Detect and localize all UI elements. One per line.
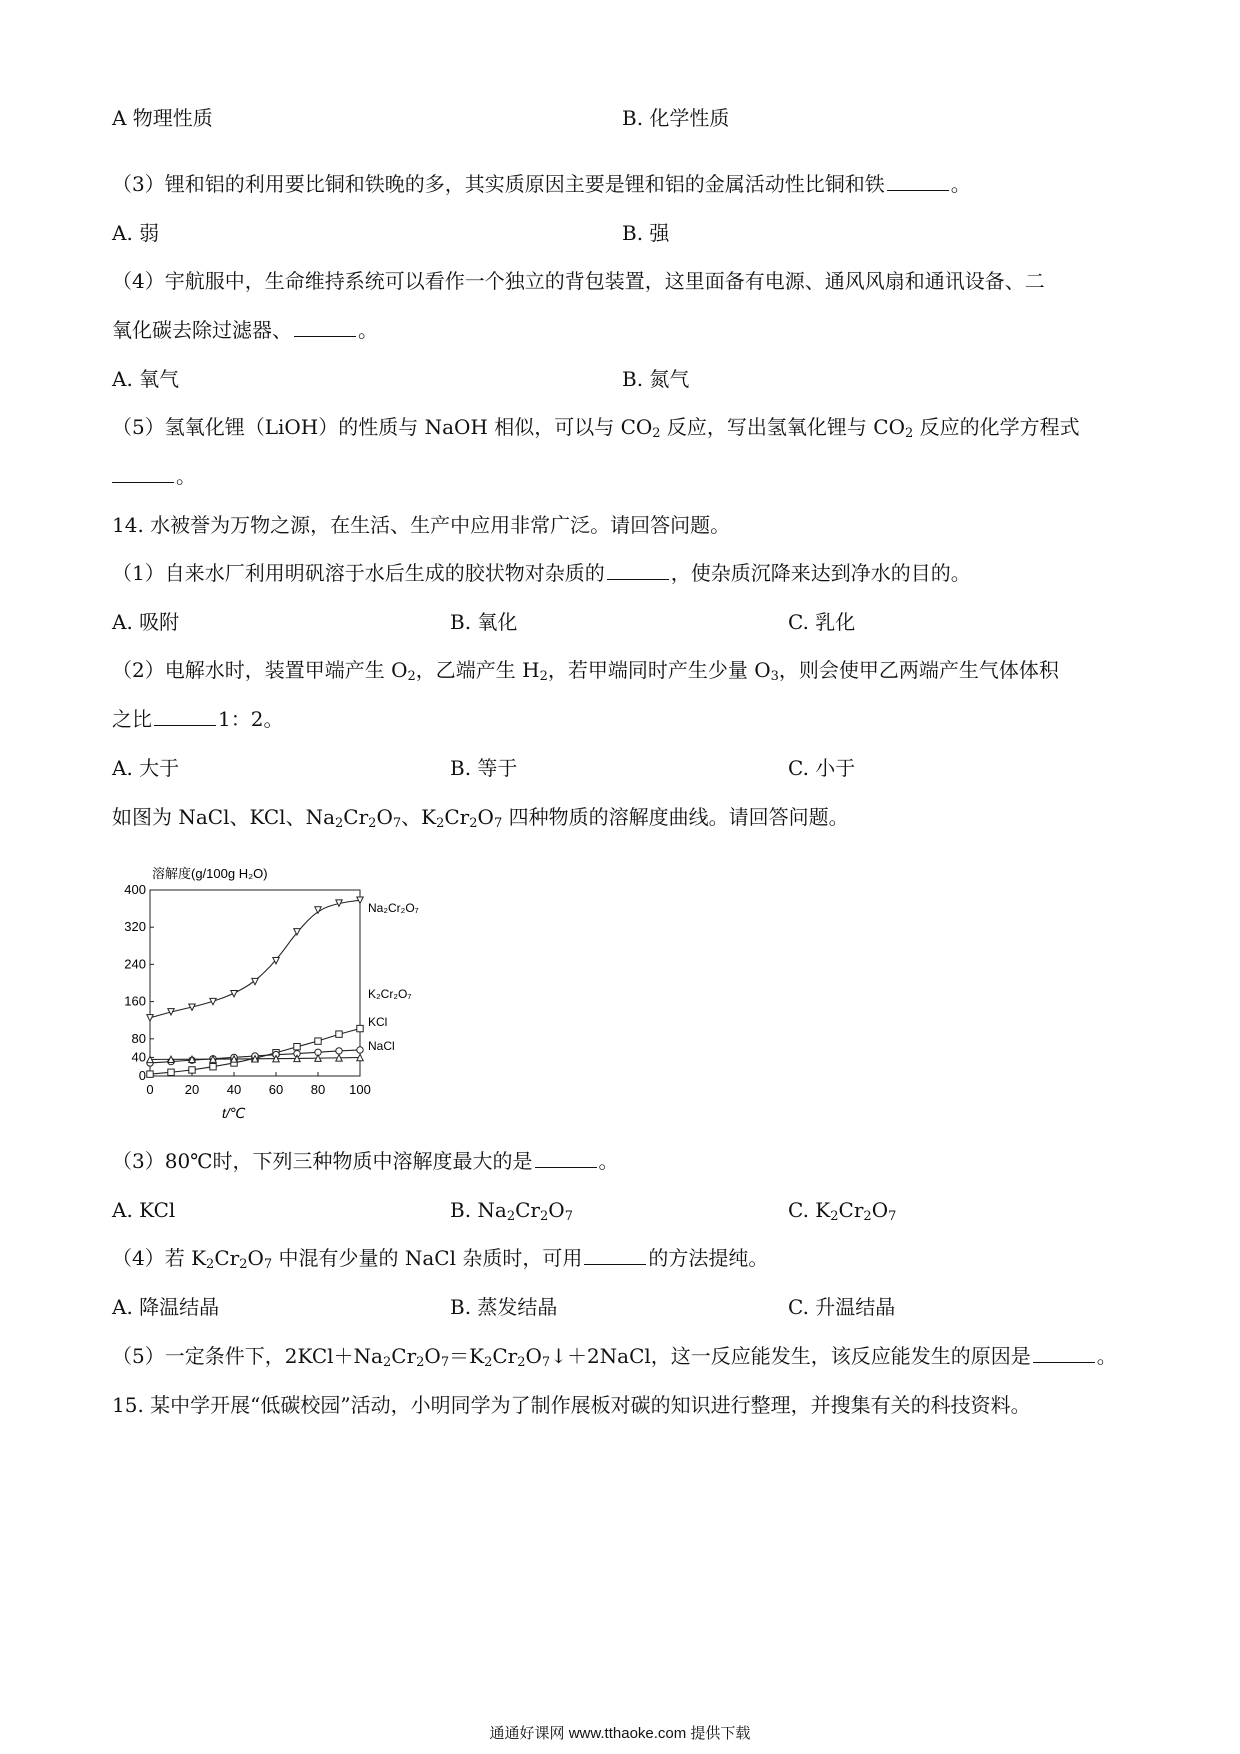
- option-b: B. 蒸发结晶: [450, 1295, 558, 1319]
- data-point: [357, 1025, 363, 1031]
- answer-blank: [607, 561, 669, 580]
- question-15-stem: 15. 某中学开展“低碳校园”活动，小明同学为了制作展板对碳的知识进行整理，并搜集有关的科技资料。: [112, 1393, 1031, 1417]
- option-b: B. $Na_2Cr_2O_7$: [450, 1198, 573, 1224]
- y-tick-label: 80: [131, 1030, 146, 1046]
- solubility-chart: [112, 860, 472, 1130]
- y-tick-label: 400: [124, 882, 146, 897]
- series-label: KCl: [368, 1015, 388, 1029]
- option-a: A 物理性质: [112, 106, 213, 130]
- option-a: A. 弱: [112, 221, 160, 245]
- question-13-3: （3）锂和铝的利用要比铜和铁晚的多，其实质原因主要是锂和铝的金属活动性比铜和铁 。: [112, 172, 971, 196]
- series-label: NaCl: [368, 1039, 395, 1053]
- question-13-4-line2: 氧化碳去除过滤器、 。: [112, 318, 378, 342]
- question-14-4: （4）若 $K_2Cr_2O_7$ 中混有少量的 NaCl 杂质时，可用 的方法提纯。: [112, 1246, 769, 1272]
- y-tick-label: 320: [124, 919, 146, 935]
- data-point: [189, 1067, 195, 1073]
- y-tick-label: 160: [124, 993, 146, 1009]
- option-a: A. 大于: [112, 756, 180, 780]
- chart-intro: 如图为 NaCl、KCl、$Na_2Cr_2O_7$、$K_2Cr_2O_7$ 四种物质的溶解度曲线。请回答问题。: [112, 805, 849, 831]
- answer-blank: [1033, 1344, 1095, 1363]
- y-tick-label: 40: [131, 1049, 146, 1065]
- question-13-4-line1: （4）宇航服中，生命维持系统可以看作一个独立的背包装置，这里面备有电源、通风风扇和通讯设备、二: [112, 269, 1045, 293]
- option-a: A. 降温结晶: [112, 1295, 220, 1319]
- page-footer: 通通好课网 www.tthaoke.com 提供下载: [489, 1725, 751, 1742]
- answer-blank: [887, 172, 949, 191]
- series-label: K₂Cr₂O₇: [368, 987, 412, 1001]
- data-point: [336, 1031, 342, 1037]
- data-point: [147, 1015, 153, 1021]
- y-axis-label: 溶解度(g/100g H₂O): [152, 866, 268, 881]
- option-c: C. $K_2Cr_2O_7$: [788, 1198, 897, 1224]
- question-13-5-line1: （5）氢氧化锂（LiOH）的性质与 NaOH 相似，可以与 $CO_2$ 反应，写出氢氧化锂与 $CO_2$ 反应的化学方程式: [112, 415, 1080, 441]
- data-point: [315, 1038, 321, 1044]
- question-14-2-line1: （2）电解水时，装置甲端产生 $O_2$，乙端产生 $H_2$，若甲端同时产生少量 $O_3$，则会使甲乙两端产生气体体积: [112, 658, 1059, 684]
- option-a: A. KCl: [112, 1198, 176, 1222]
- answer-blank: [154, 707, 216, 726]
- data-point: [294, 1044, 300, 1050]
- option-b: B. 化学性质: [622, 106, 730, 130]
- x-axis-label: t/℃: [222, 1105, 246, 1121]
- y-tick-label: 0: [138, 1068, 146, 1083]
- x-tick-label: 40: [226, 1082, 242, 1097]
- answer-blank: [584, 1246, 646, 1265]
- x-tick-label: 80: [310, 1082, 326, 1097]
- data-point: [357, 1047, 363, 1053]
- question-14-3: （3）80℃时，下列三种物质中溶解度最大的是 。: [112, 1149, 619, 1173]
- answer-blank: [294, 318, 356, 337]
- x-tick-label: 60: [268, 1082, 284, 1097]
- question-14-2-line2: 之比 1：2。: [112, 707, 284, 731]
- option-b: B. 等于: [450, 756, 518, 780]
- x-tick-label: 0: [146, 1082, 154, 1097]
- option-b: B. 氧化: [450, 610, 518, 634]
- x-tick-label: 20: [184, 1082, 200, 1097]
- option-c: C. 乳化: [788, 610, 856, 634]
- y-tick-label: 240: [124, 956, 146, 972]
- option-a: A. 氧气: [112, 367, 180, 391]
- answer-blank: [112, 464, 174, 483]
- question-14-5: （5）一定条件下，$2KCl+Na_2Cr_2O_7=K_2Cr_2O_7↓+2NaCl$，这一反应能发生，该反应能发生的原因是 。: [112, 1344, 1117, 1370]
- option-a: A. 吸附: [112, 610, 180, 634]
- series-label: Na₂Cr₂O₇: [368, 901, 419, 915]
- option-b: B. 氮气: [622, 367, 690, 391]
- question-14-1: （1）自来水厂利用明矾溶于水后生成的胶状物对杂质的 ，使杂质沉降来达到净水的目的。: [112, 561, 971, 585]
- option-c: C. 升温结晶: [788, 1295, 896, 1319]
- option-c: C. 小于: [788, 756, 856, 780]
- data-point: [210, 1064, 216, 1070]
- x-tick-label: 100: [349, 1082, 371, 1097]
- data-point: [294, 929, 300, 935]
- series-line: [150, 900, 360, 1018]
- question-14-stem: 14. 水被誉为万物之源，在生活、生产中应用非常广泛。请回答问题。: [112, 513, 731, 537]
- data-point: [336, 1048, 342, 1054]
- answer-blank: [535, 1149, 597, 1168]
- data-point: [147, 1071, 153, 1077]
- option-b: B. 强: [622, 221, 670, 245]
- data-point: [168, 1069, 174, 1075]
- question-13-5-line2: 。: [112, 462, 1132, 490]
